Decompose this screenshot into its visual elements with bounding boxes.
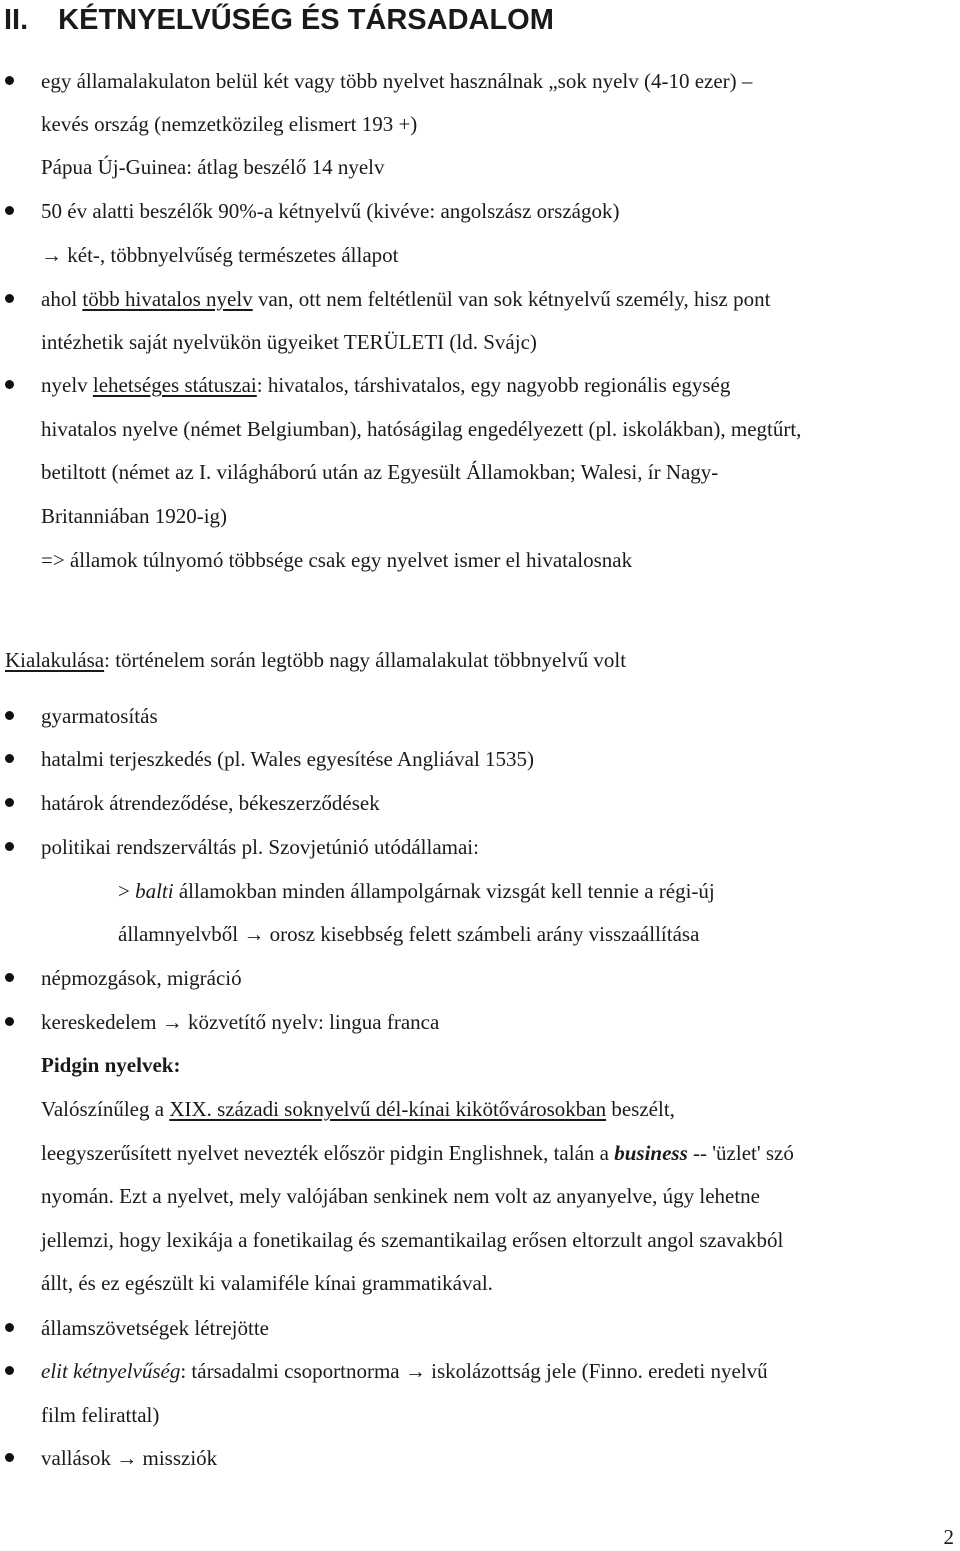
item-political-change: politikai rendszerváltás pl. Szovjetúnió utódállamai: <box>41 835 479 859</box>
pidgin-line-2: leegyszerűsített nyelvet nevezték először pidgin Englishnek, talán a business -- 'üzlet' szó <box>41 1141 794 1165</box>
term-possible-statuses: lehetséges státuszai <box>92 373 257 397</box>
page-number: 2 <box>943 1525 954 1549</box>
section-title <box>4 0 554 40</box>
term-business: business <box>614 1141 688 1165</box>
bullet-dot <box>5 1017 14 1026</box>
line-status-2: hivatalos nyelve (német Belgiumban), hatóságilag engedélyezett (pl. iskolákban), megtűrt, <box>41 417 802 441</box>
origin-label: Kialakulása <box>5 648 105 672</box>
bullet-dot <box>5 973 14 982</box>
item-migration: népmozgások, migráció <box>41 966 242 990</box>
line-baltic: > balti államokban minden állampolgárnak vizsgát kell tennie a régi-új <box>118 879 715 903</box>
bullet-dot <box>5 1323 14 1332</box>
term-baltic: balti <box>135 879 174 903</box>
bullet-dot <box>5 380 14 389</box>
bullet-dot <box>5 76 14 85</box>
pidgin-line-1: Valószínűleg a XIX. századi soknyelvű dél-kínai kikötővárosokban beszélt, <box>41 1097 675 1121</box>
pidgin-heading: Pidgin nyelvek: <box>41 1053 181 1077</box>
arrow-icon: → <box>243 922 265 946</box>
section-number: II. <box>4 4 29 36</box>
line-status-4: Britanniában 1920-ig) <box>41 504 228 528</box>
term-xix-century-ports: XIX. századi soknyelvű dél-kínai kikötővárosokban <box>169 1097 607 1121</box>
line-papua: Pápua Új-Guinea: átlag beszélő 14 nyelv <box>41 155 385 179</box>
item-colonization: gyarmatosítás <box>41 704 158 728</box>
bullet-dot <box>5 754 14 763</box>
item-borders: határok átrendeződése, békeszerződések <box>41 791 380 815</box>
bullet-dot <box>5 206 14 215</box>
section-heading: KÉTNYELVŰSÉG ÉS TÁRSADALOM <box>58 4 554 36</box>
bullet-under-50: 50 év alatti beszélők 90%-a kétnyelvű (kivéve: angolszász országok) <box>41 199 620 223</box>
item-religions: vallások → missziók <box>41 1446 218 1470</box>
item-elite-bilingualism: elit kétnyelvűség: társadalmi csoportnorma → iskolázottság jele (Finno. eredeti nyelvű <box>41 1359 768 1383</box>
line-conclusion: => államok túlnyomó többsége csak egy nyelvet ismer el hivatalosnak <box>41 548 633 572</box>
term-several-official-languages: több hivatalos nyelv <box>82 287 253 311</box>
item-expansion: hatalmi terjeszkedés (pl. Wales egyesítése Angliával 1535) <box>41 747 535 771</box>
bullet-dot <box>5 798 14 807</box>
item-trade: kereskedelem → közvetítő nyelv: lingua franca <box>41 1010 440 1034</box>
bullet-dot <box>5 1453 14 1462</box>
line-territorial: intézhetik saját nyelvükön ügyeiket TERÜLETI (ld. Svájc) <box>41 330 537 354</box>
bullet-dot <box>5 842 14 851</box>
line-natural-state: → két-, többnyelvűség természetes állapot <box>41 243 399 267</box>
pidgin-line-5: állt, és ez egészült ki valamiféle kínai grammatikával. <box>41 1271 493 1295</box>
line-status-3: betiltott (német az I. világháború után az Egyesült Államokban; Walesi, ír Nagy- <box>41 460 719 484</box>
term-elite-bilingualism: elit kétnyelvűség <box>41 1359 181 1383</box>
bullet-multilingual-definition: egy államalakulaton belül két vagy több nyelvet használnak „sok nyelv (4-10 ezer) – <box>41 69 753 93</box>
item-federations: államszövetségek létrejötte <box>41 1316 269 1340</box>
arrow-icon: → <box>116 1446 138 1470</box>
arrow-icon: → <box>404 1359 426 1383</box>
bullet-dot <box>5 711 14 720</box>
bullet-language-status: nyelv lehetséges státuszai: hivatalos, társhivatalos, egy nagyobb regionális egység <box>41 373 731 397</box>
line-few-countries: kevés ország (nemzetközileg elismert 193 +) <box>41 112 418 136</box>
origin-paragraph: Kialakulása: történelem során legtöbb nagy államalakulat többnyelvű volt <box>5 648 627 672</box>
pidgin-line-3: nyomán. Ezt a nyelvet, mely valójában senkinek nem volt az anyanyelve, úgy lehetne <box>41 1184 761 1208</box>
arrow-icon: → <box>161 1010 183 1034</box>
bullet-dot <box>5 294 14 303</box>
bullet-official-languages: ahol több hivatalos nyelv van, ott nem feltétlenül van sok kétnyelvű személy, hisz pont <box>41 287 771 311</box>
arrow-icon: → <box>41 243 62 267</box>
bullet-dot <box>5 1366 14 1375</box>
pidgin-line-4: jellemzi, hogy lexikája a fonetikailag és szemantikailag erősen eltorzult angol szavakból <box>41 1228 784 1252</box>
line-subtitles: film felirattal) <box>41 1403 160 1427</box>
line-state-language: államnyelvből → orosz kisebbség felett számbeli arány visszaállítása <box>118 922 700 946</box>
